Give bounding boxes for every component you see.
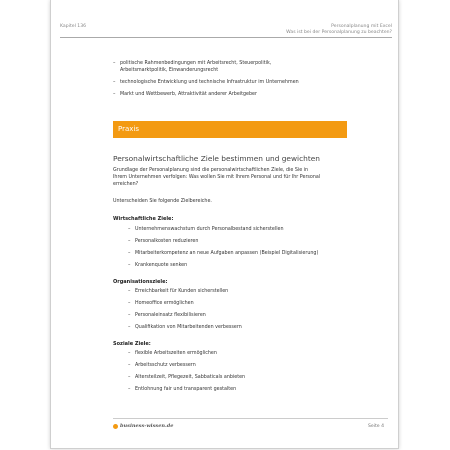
- header-subtitle: Was ist bei der Personalplanung zu beachten?: [286, 30, 392, 35]
- paragraph-line: erreichen?: [113, 182, 139, 187]
- list-item: Altersteilzeit, Pflegezeit, Sabbaticals anbieten: [135, 375, 246, 380]
- header-chapter: Kapitel 136: [60, 24, 87, 29]
- subheading-sozial: Soziale Ziele:: [113, 341, 151, 347]
- list-dash: –: [128, 301, 131, 306]
- paragraph: Unterscheiden Sie folgende Zielbereiche.: [113, 199, 212, 204]
- paragraph-line: Ihrem Unternehmen verfolgen: Was wollen Sie mit Ihrem Personal und für Ihr Personal: [113, 175, 321, 180]
- footer-logo: business-wissen.de: [120, 423, 174, 429]
- list-dash: –: [128, 227, 131, 232]
- footer-divider: [113, 418, 388, 419]
- list-item: Entlohnung fair und transparent gestalten: [135, 387, 237, 392]
- paragraph-line: Grundlage der Personalplanung sind die personalwirtschaftlichen Ziele, die Sie in: [113, 168, 309, 173]
- subheading-organisation: Organisationsziele:: [113, 279, 168, 285]
- list-dash: –: [128, 263, 131, 268]
- list-dash: –: [113, 80, 116, 85]
- page-number: Seite 4: [367, 424, 384, 429]
- list-item: technologische Entwicklung und technische Infrastruktur im Unternehmen: [120, 80, 299, 85]
- list-item: Qualifikation von Mitarbeitenden verbessern: [135, 325, 242, 330]
- list-dash: –: [128, 239, 131, 244]
- list-dash: –: [128, 351, 131, 356]
- list-dash: –: [128, 387, 131, 392]
- list-dash: –: [128, 289, 131, 294]
- list-item: Erreichbarkeit für Kunden sicherstellen: [135, 289, 229, 294]
- list-item: Homeoffice ermöglichen: [135, 301, 194, 306]
- list-dash: –: [113, 61, 116, 66]
- list-dash: –: [128, 325, 131, 330]
- list-item: Personalkosten reduzieren: [135, 239, 199, 244]
- list-dash: –: [128, 251, 131, 256]
- section-bar: [113, 121, 347, 138]
- list-item: flexible Arbeitszeiten ermöglichen: [135, 351, 217, 356]
- header-title: Personalplanung mit Excel: [331, 24, 392, 29]
- list-dash: –: [128, 313, 131, 318]
- list-item: Arbeitsschutz verbessern: [135, 363, 196, 368]
- list-item: Personaleinsatz flexibilisieren: [135, 313, 206, 318]
- list-item: Markt und Wettbewerb, Attraktivität anderer Arbeitgeber: [120, 92, 257, 97]
- list-item: Mitarbeiterkompetenz an neue Aufgaben anpassen (Beispiel Digitalisierung): [135, 251, 319, 256]
- logo-icon: [113, 424, 118, 429]
- list-item: Krankenquote senken: [135, 263, 188, 268]
- subheading-wirtschaftlich: Wirtschaftliche Ziele:: [113, 216, 174, 222]
- list-dash: –: [128, 363, 131, 368]
- list-item: politische Rahmenbedingungen mit Arbeitsrecht, Steuerpolitik,: [120, 61, 272, 66]
- header-divider: [60, 37, 392, 38]
- list-dash: –: [128, 375, 131, 380]
- section-heading: Personalwirtschaftliche Ziele bestimmen und gewichten: [113, 154, 320, 163]
- list-item-continuation: Arbeitsmarktpolitik, Einwanderungsrecht: [120, 67, 219, 73]
- list-item: Unternehmenswachstum durch Personalbestand sicherstellen: [135, 227, 284, 232]
- list-dash: –: [113, 92, 116, 97]
- section-bar-label: Praxis: [118, 125, 139, 133]
